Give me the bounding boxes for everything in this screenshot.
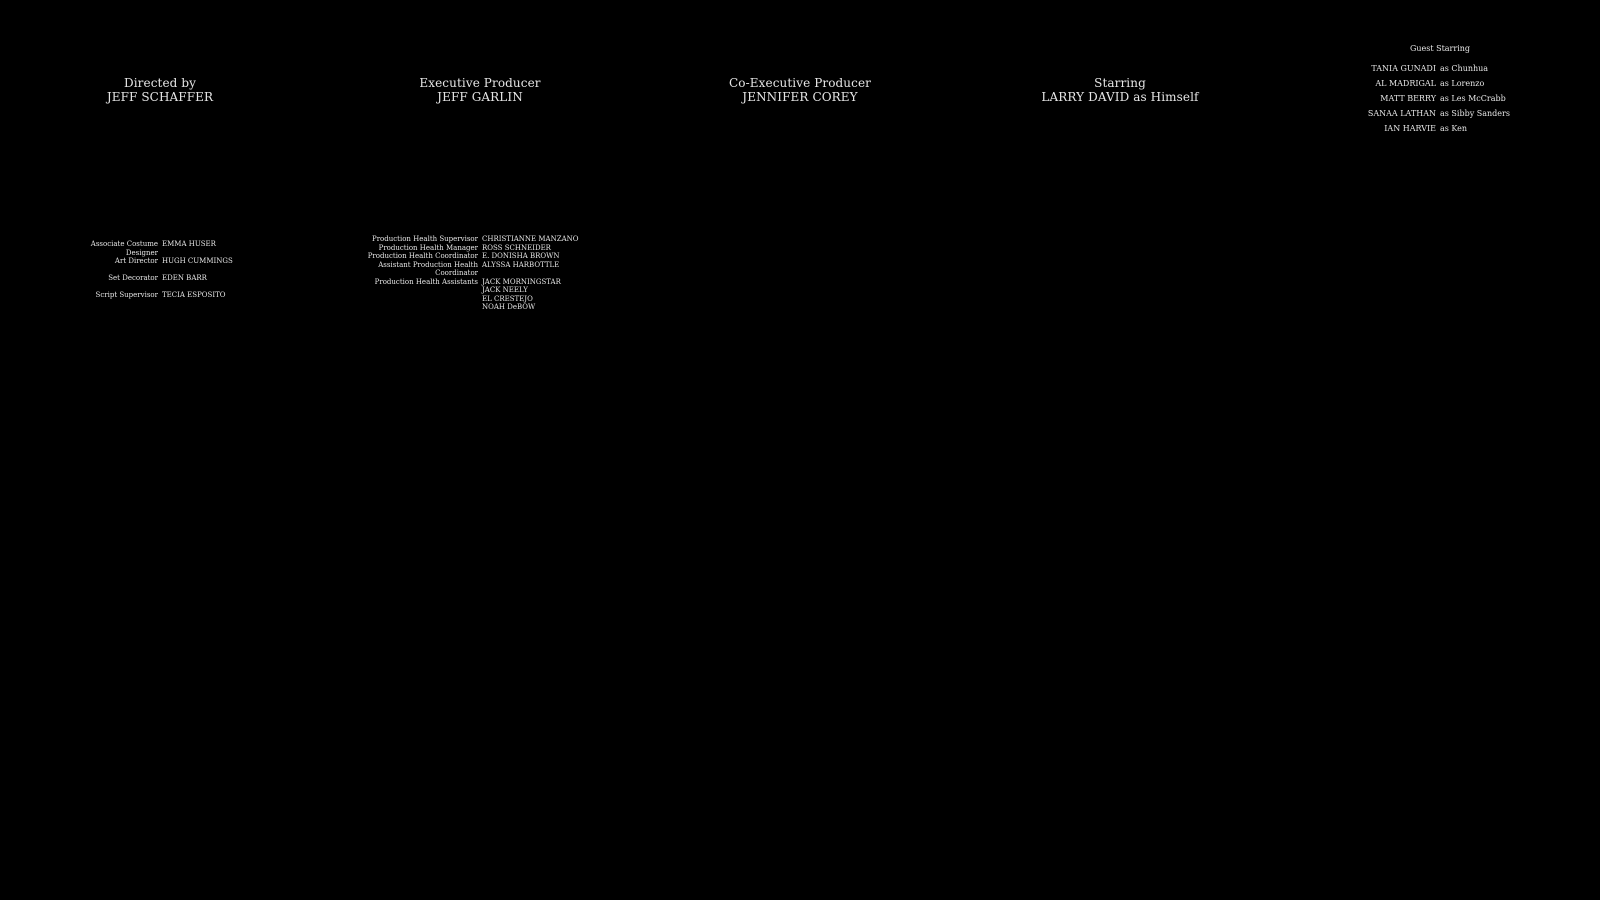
cast-role: as Chunhua xyxy=(1440,64,1489,73)
crew-name: ALYSSA HARBOTTLE xyxy=(482,260,560,269)
credit-card-director xyxy=(60,76,260,104)
cast-role: as Ken xyxy=(1440,124,1468,133)
crew-name: JACK MORNINGSTAR xyxy=(482,277,561,286)
crew-name: NOAH DeBOW xyxy=(482,303,536,311)
cast-role: as Sibby Sanders xyxy=(1440,109,1510,118)
crew-name: EMMA HUSER xyxy=(162,240,216,248)
crew-job: Assistant Production Health Coordinator xyxy=(378,260,478,277)
cast-row xyxy=(1340,64,1540,79)
crew-block-production-health xyxy=(340,235,579,312)
guest-starring-title: Guest Starring xyxy=(1409,44,1471,53)
crew-names xyxy=(482,252,559,261)
credit-role: Directed by xyxy=(124,76,196,90)
cast-row xyxy=(1340,124,1540,139)
cast-row xyxy=(1340,109,1540,124)
crew-job: Production Health Coordinator xyxy=(367,252,478,260)
crew-block-design xyxy=(60,240,233,308)
crew-name: ROSS SCHNEIDER xyxy=(482,243,551,252)
cast-row xyxy=(1340,94,1540,109)
crew-row xyxy=(340,244,579,253)
crew-name: CHRISTIANNE MANZANO xyxy=(482,235,579,243)
crew-job: Set Decorator xyxy=(108,274,158,282)
cast-actor: MATT BERRY xyxy=(1380,94,1436,103)
cast-actor: IAN HARVIE xyxy=(1384,124,1436,133)
crew-row xyxy=(60,240,233,257)
cast-role: as Les McCrabb xyxy=(1440,94,1506,103)
crew-row xyxy=(340,252,579,261)
crew-names xyxy=(482,244,551,253)
guest-starring-block xyxy=(1340,44,1540,139)
crew-names xyxy=(162,274,207,291)
crew-job: Script Supervisor xyxy=(95,291,158,299)
crew-name: E. DONISHA BROWN xyxy=(482,252,560,260)
credit-name: LARRY DAVID as Himself xyxy=(1041,90,1199,104)
crew-names xyxy=(162,291,226,308)
credit-name: JENNIFER COREY xyxy=(742,90,858,104)
credit-role: Executive Producer xyxy=(419,76,541,90)
crew-names xyxy=(482,261,559,278)
crew-row xyxy=(60,291,233,308)
crew-name: EDEN BARR xyxy=(162,274,207,282)
credit-card-co-executive-producer xyxy=(700,76,900,104)
crew-row xyxy=(340,278,579,312)
cast-actor: SANAA LATHAN xyxy=(1367,109,1436,118)
cast-actor: TANIA GUNADI xyxy=(1371,64,1436,73)
credit-role: Co-Executive Producer xyxy=(729,76,871,90)
cast-actor: AL MADRIGAL xyxy=(1375,79,1436,88)
credit-card-starring xyxy=(1000,76,1240,104)
crew-names xyxy=(162,257,233,274)
cast-role: as Lorenzo xyxy=(1440,79,1485,88)
crew-names xyxy=(482,278,561,312)
cast-row xyxy=(1340,79,1540,94)
credit-name: JEFF SCHAFFER xyxy=(106,90,214,104)
crew-row xyxy=(60,274,233,291)
crew-names xyxy=(162,240,216,257)
crew-name: EL CRESTEJO xyxy=(482,294,533,303)
crew-job: Production Health Manager xyxy=(378,243,478,252)
credit-name: JEFF GARLIN xyxy=(437,90,523,104)
crew-job: Associate Costume Designer xyxy=(90,240,158,257)
crew-job: Production Health Assistants xyxy=(374,277,478,286)
crew-job: Production Health Supervisor xyxy=(371,235,478,243)
crew-name: JACK NEELY xyxy=(482,286,528,294)
crew-names xyxy=(482,235,579,244)
crew-row xyxy=(60,257,233,274)
credit-card-executive-producer xyxy=(380,76,580,104)
crew-name: TECIA ESPOSITO xyxy=(162,291,226,299)
crew-job: Art Director xyxy=(114,257,158,265)
crew-row xyxy=(340,261,579,278)
crew-row xyxy=(340,235,579,244)
crew-name: HUGH CUMMINGS xyxy=(162,257,233,265)
credit-role: Starring xyxy=(1094,76,1146,90)
